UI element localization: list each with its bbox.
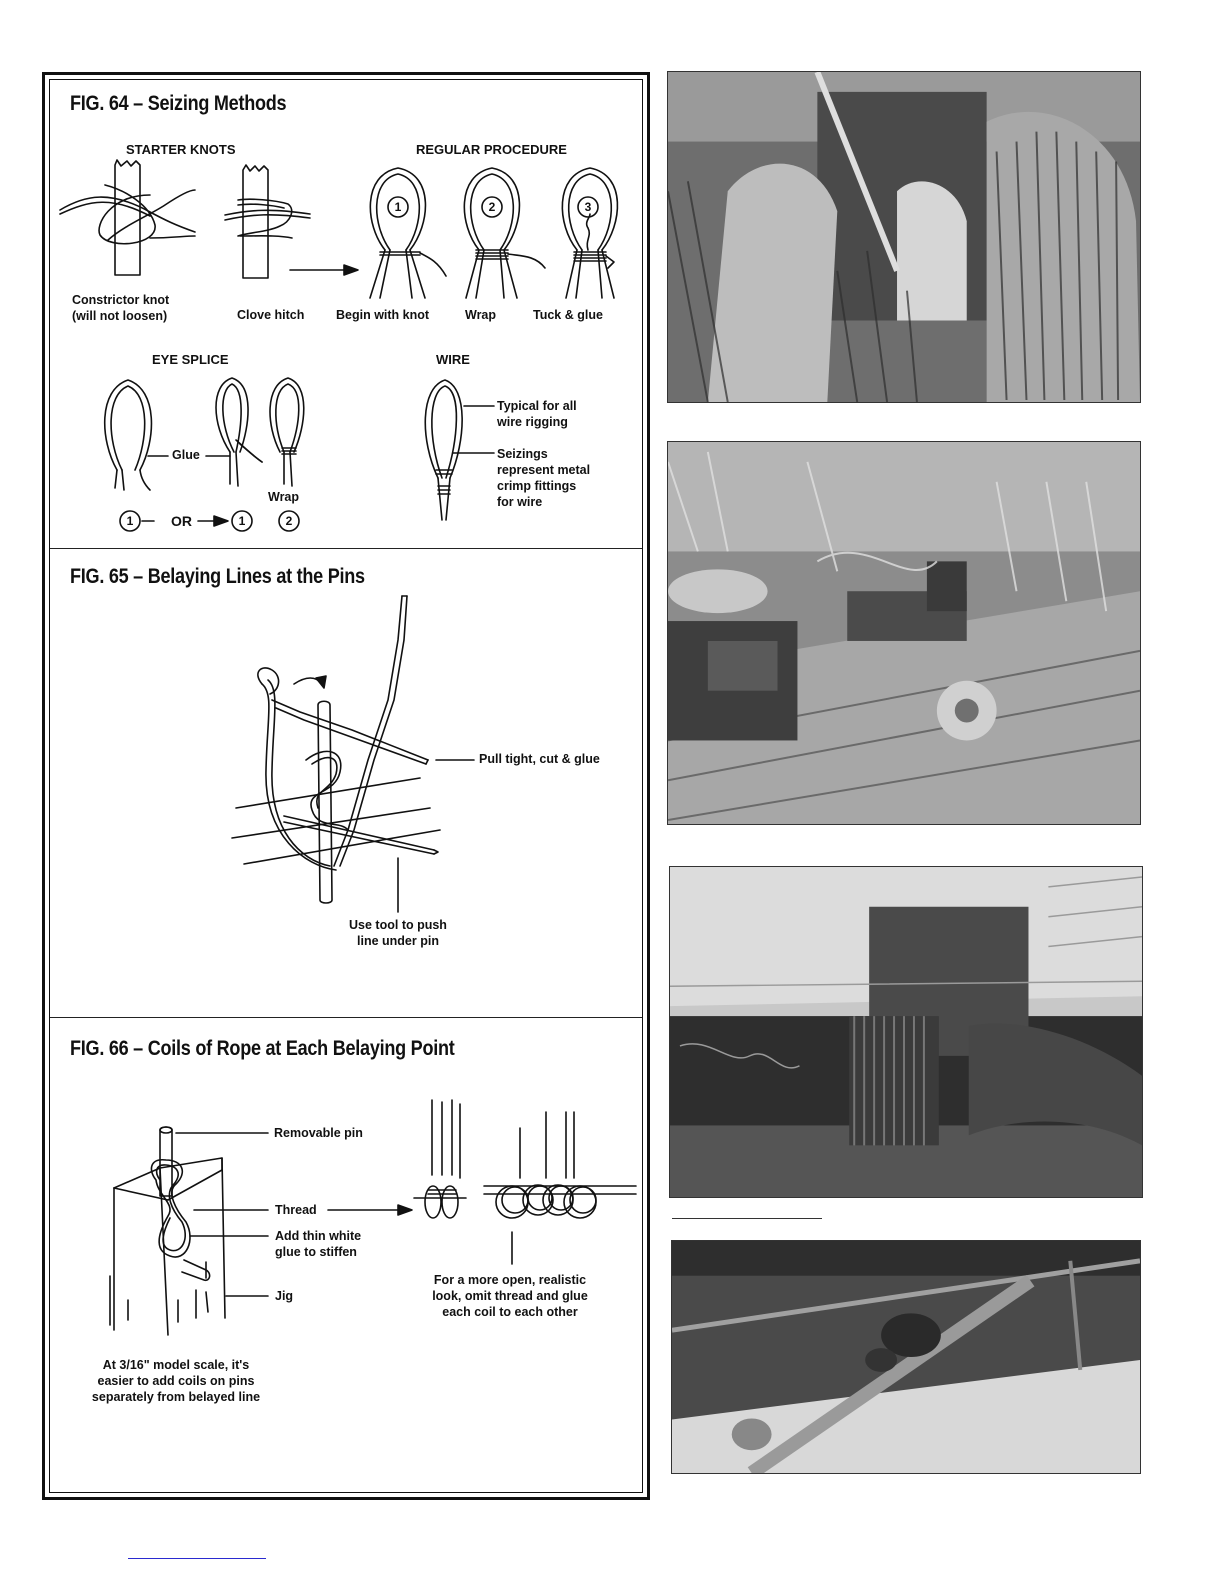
begin-with-knot-label: Begin with knot <box>336 308 430 322</box>
constrictor-knot-label-line2: (will not loosen) <box>72 309 168 323</box>
add-glue-label-line1: Add thin white <box>275 1229 362 1243</box>
regular-procedure-heading: REGULAR PROCEDURE <box>416 142 567 157</box>
wire-heading: WIRE <box>436 352 470 367</box>
scale-note-line3: separately from belayed line <box>91 1390 261 1404</box>
eye-splice-step1: 1 <box>126 514 134 528</box>
photo-separator-rule <box>672 1218 822 1219</box>
removable-pin-label: Removable pin <box>274 1126 363 1140</box>
eye-splice-heading: EYE SPLICE <box>152 352 229 367</box>
open-look-label-line2: look, omit thread and glue <box>432 1289 588 1303</box>
open-look-label-line3: each coil to each other <box>442 1305 578 1319</box>
constrictor-knot-label-line1: Constrictor knot <box>72 293 170 307</box>
use-tool-label-line1: Use tool to push <box>349 918 447 932</box>
thread-label: Thread <box>275 1203 317 1217</box>
scale-note-line2: easier to add coils on pins <box>97 1374 255 1388</box>
wrap-label: Wrap <box>465 308 497 322</box>
step-2-number: 2 <box>488 200 496 214</box>
wire-note1-line2: wire rigging <box>497 415 568 429</box>
fig64-title: FIG. 64 – Seizing Methods <box>70 92 287 115</box>
photo-rail-block <box>671 1240 1141 1474</box>
eye-splice-step2: 2 <box>285 514 293 528</box>
wire-note2-line4: for wire <box>497 495 543 509</box>
photo-capstan-image <box>670 867 1142 1197</box>
step-1-number: 1 <box>394 200 402 214</box>
clove-hitch-label: Clove hitch <box>237 308 305 322</box>
add-glue-label-line2: glue to stiffen <box>275 1245 357 1259</box>
use-tool-label-line2: line under pin <box>357 934 439 948</box>
scale-note-line1: At 3/16" model scale, it's <box>102 1358 250 1372</box>
jig-label: Jig <box>275 1289 294 1303</box>
wire-note2-line3: crimp fittings <box>497 479 577 493</box>
tuck-glue-label: Tuck & glue <box>533 308 603 322</box>
photo-rail-block-image <box>672 1241 1140 1473</box>
wire-note2-line2: represent metal <box>497 463 591 477</box>
photo-capstan <box>669 866 1143 1198</box>
photo-fife-rail <box>667 441 1141 825</box>
wire-note2-line1: Seizings <box>497 447 548 461</box>
photo-rope-coils-image <box>668 72 1140 402</box>
fig66-title: FIG. 66 – Coils of Rope at Each Belaying Point <box>70 1037 455 1060</box>
glue-label: Glue <box>172 448 200 462</box>
fig65-title: FIG. 65 – Belaying Lines at the Pins <box>70 565 365 588</box>
or-label: OR <box>171 513 192 529</box>
wrap-label-eye-splice: Wrap <box>268 490 300 504</box>
footer-link-rule <box>128 1558 266 1559</box>
photo-rope-coils <box>667 71 1141 403</box>
wire-note1-line1: Typical for all <box>497 399 577 413</box>
photo-fife-rail-image <box>668 442 1140 824</box>
pull-tight-label: Pull tight, cut & glue <box>479 752 600 766</box>
step-3-number: 3 <box>584 200 592 214</box>
starter-knots-heading: STARTER KNOTS <box>126 142 236 157</box>
open-look-label-line1: For a more open, realistic <box>433 1273 587 1287</box>
eye-splice-step1b: 1 <box>238 514 246 528</box>
